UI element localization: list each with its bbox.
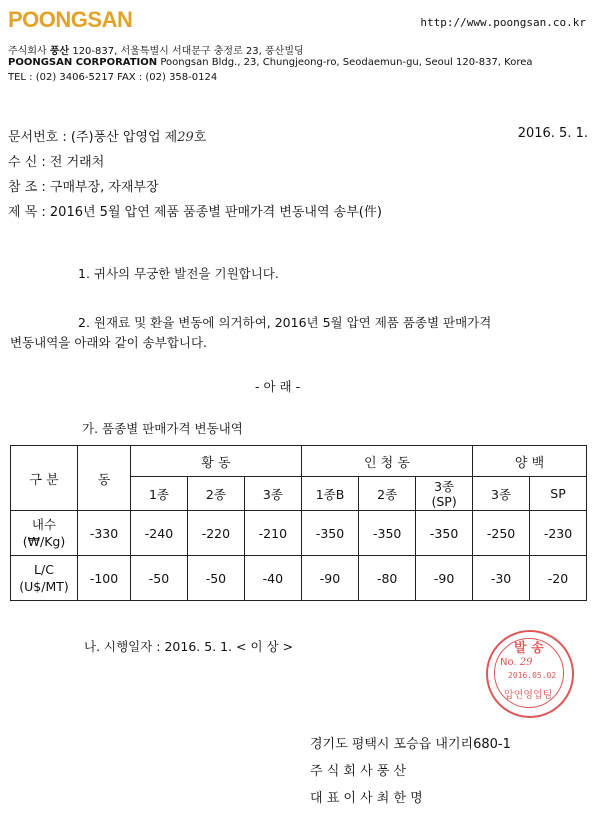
table-cell: -30 xyxy=(473,556,530,601)
reference-line xyxy=(8,176,159,195)
subheader-cell: SP xyxy=(530,477,587,511)
doc-number-handwritten: 29 xyxy=(177,130,194,145)
header-nickel-silver: 양 백 xyxy=(473,446,587,477)
table-cell: -20 xyxy=(530,556,587,601)
stamp-department: 압연영업팀 xyxy=(504,690,553,701)
header-phosphor-bronze: 인 청 동 xyxy=(301,446,472,477)
kr-company-name: 풍산 xyxy=(49,46,70,57)
recipient-line xyxy=(8,151,104,170)
subheader-cell: 1종B xyxy=(301,477,358,511)
subheader-cell: 2종 xyxy=(359,477,416,511)
table-cell: -350 xyxy=(301,511,358,556)
doc-number-value: (주)풍산 압영업 제 xyxy=(70,130,178,145)
table-cell: -250 xyxy=(473,511,530,556)
subject-line xyxy=(8,201,382,220)
header-category: 구 분 xyxy=(11,446,78,511)
recipient-value: 전 거래처 xyxy=(49,155,105,170)
below-marker: - 아 래 - xyxy=(255,379,301,394)
row-label-domestic: 내수 (₩/Kg) xyxy=(11,511,78,556)
table-cell: -90 xyxy=(301,556,358,601)
subheader-cell: 3종 xyxy=(244,477,301,511)
reference-value: 구매부장, 자재부장 xyxy=(49,180,159,195)
company-url: http://www.poongsan.co.kr xyxy=(420,16,586,29)
stamp-no-value: 29 xyxy=(519,657,533,668)
sender-ceo: 대 표 이 사 최 한 명 xyxy=(310,791,423,806)
paragraph-2a: 2. 원재료 및 환율 변동에 의거하여, 2016년 5월 압연 제품 품종별 판매가격 xyxy=(78,315,492,330)
price-change-table xyxy=(10,445,587,601)
table-cell: -210 xyxy=(244,511,301,556)
subheader-cell: 3종 (SP) xyxy=(416,477,473,511)
table-cell: -240 xyxy=(131,511,188,556)
english-address-line xyxy=(8,57,533,68)
table-cell: -90 xyxy=(416,556,473,601)
stamp-title: 발 송 xyxy=(514,641,544,656)
subheader-cell: 3종 xyxy=(473,477,530,511)
table-cell: -350 xyxy=(416,511,473,556)
subject-value: 2016년 5월 압연 제품 품종별 판매가격 변동내역 송부(件) xyxy=(49,205,382,220)
table-row xyxy=(11,556,587,601)
recipient-label: 수 신 : xyxy=(8,155,50,170)
subheader-cell: 1종 xyxy=(131,477,188,511)
stamp-no-label: No. xyxy=(500,657,517,668)
doc-number-suffix: 호 xyxy=(193,130,207,145)
sender-address: 경기도 평택시 포승읍 내기리680-1 xyxy=(310,737,511,752)
en-address: Poongsan Bldg., 23, Chungjeong-ro, Seodaemun-gu, Seoul 120-837, Korea xyxy=(157,57,533,68)
paragraph-1: 1. 귀사의 무궁한 발전을 기원합니다. xyxy=(78,266,279,281)
table-cell: -50 xyxy=(187,556,244,601)
paragraph-2b: 변동내역을 아래와 같이 송부합니다. xyxy=(10,335,208,350)
table-cell: -80 xyxy=(359,556,416,601)
section-a-title: 가. 품종별 판매가격 변동내역 xyxy=(82,421,243,436)
table-cell: -50 xyxy=(131,556,188,601)
subject-label: 제 목 : xyxy=(8,205,50,220)
tel-fax: TEL : (02) 3406-5217 FAX : (02) 358-0124 xyxy=(8,72,218,83)
table-cell: -100 xyxy=(78,556,131,601)
doc-date: 2016. 5. 1. xyxy=(517,126,588,141)
header-copper: 동 xyxy=(78,446,131,511)
row-label-lc: L/C (U$/MT) xyxy=(11,556,78,601)
doc-number-label: 문서번호 : xyxy=(8,130,71,145)
doc-number-line xyxy=(8,126,206,145)
table-row xyxy=(11,511,587,556)
table-cell: -220 xyxy=(187,511,244,556)
kr-prefix: 주식회사 xyxy=(8,46,50,57)
table-cell: -40 xyxy=(244,556,301,601)
table-cell: -230 xyxy=(530,511,587,556)
stamp-date: 2016.05.02 xyxy=(508,671,557,680)
section-b-effective-date: 나. 시행일자 : 2016. 5. 1. < 이 상 > xyxy=(84,639,294,654)
kr-address: 120-837, 서울특별시 서대문구 충정로 23, 풍산빌딩 xyxy=(69,46,304,57)
korean-address-line xyxy=(8,42,304,57)
subheader-cell: 2종 xyxy=(187,477,244,511)
table-cell: -330 xyxy=(78,511,131,556)
en-company-name: POONGSAN CORPORATION xyxy=(8,57,158,68)
dispatch-stamp xyxy=(486,630,574,718)
stamp-number xyxy=(500,657,533,668)
table-cell: -350 xyxy=(359,511,416,556)
sender-company: 주 식 회 사 풍 산 xyxy=(310,764,407,779)
company-logo: POONGSAN xyxy=(8,7,133,32)
header-brass: 황 동 xyxy=(131,446,302,477)
table-header-row xyxy=(11,446,587,477)
reference-label: 참 조 : xyxy=(8,180,50,195)
